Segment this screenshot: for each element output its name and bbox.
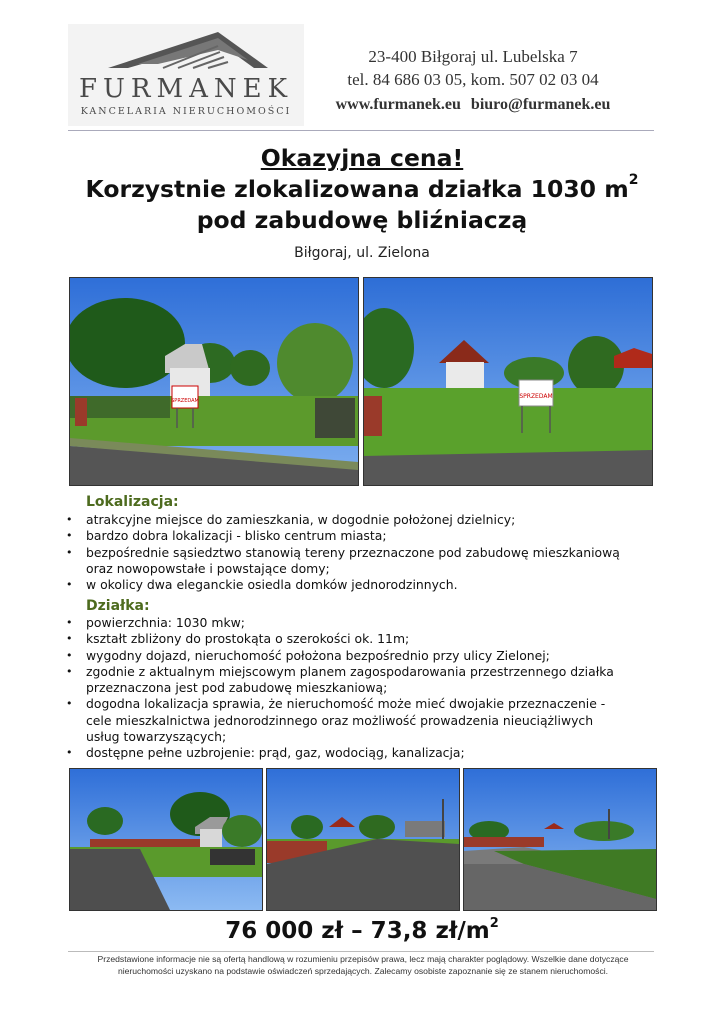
price-sup: 2 [489,916,499,931]
headline-plot [0,172,724,203]
section-heading-plot: Działka: [86,598,150,614]
footer-divider [68,951,654,952]
address: 23-400 Biłgoraj ul. Lubelska 7 [368,47,578,66]
company-logo [68,24,304,126]
headline-offer: Okazyjna cena! [260,144,464,172]
plot-photo-2 [363,277,653,486]
disclaimer-line-2: nieruchomości uzyskano na podstawie oświadczeń sprzedających. Zalecamy osobiste zapoznanie się ze stanem nieruchomości. [117,965,609,976]
list-item: • zgodnie z aktualnym miejscowym planem zagospodarowania przestrzennego działka przeznaczona jest pod zabudowę mieszkaniową; [66,663,614,696]
list-item: • bezpośrednie sąsiedztwo stanowią tereny przeznaczone pod zabudowę mieszkaniową oraz nowopowstałe i powstające domy; [66,544,620,576]
phone: tel. 84 686 03 05, kom. 507 02 03 04 [347,70,599,89]
location-list [66,512,626,593]
disclaimer [68,954,658,977]
email-link[interactable]: biuro@furmanek.eu [470,96,611,113]
street-photo-2 [266,768,460,911]
headline-purpose: pod zabudowę bliźniaczą [196,206,528,234]
disclaimer-line-1: Przedstawione informacje nie są ofertą handlową w rozumieniu przepisów prawa, lecz mają charakter poglądowy. Wszelkie dane dotyczące [97,954,629,964]
logo-subtitle: KANCELARIA NIERUCHOMOŚCI [80,106,292,117]
list-item: • kształt zbliżony do prostokąta o szerokości ok. 11m; [66,631,410,647]
list-item: • powierzchnia: 1030 mkw; [66,615,245,630]
contact-block [318,46,628,118]
list-item: • w okolicy dwa eleganckie osiedla domków jednorodzinnych. [66,577,458,593]
street-photo-1 [69,768,263,911]
price-value: 76 000 zł – 73,8 zł/m [225,918,490,944]
headline-plot-sup: 2 [628,172,639,188]
list-item: • dogodna lokalizacja sprawia, że nieruchomość może mieć dwojakie przeznaczenie - cele mieszkalnictwa jednorodzinnego oraz możliwość prowadzenia nieuciążliwych usług towarzyszących; [66,696,606,745]
section-heading-location: Lokalizacja: [86,494,179,510]
plot-photo-1 [69,277,359,486]
sale-sign-2: SPRZEDAM [519,393,553,400]
list-item: • wygodny dojazd, nieruchomość położona bezpośrednio przy ulicy Zielonej; [66,647,550,663]
header-divider [68,130,654,131]
plot-list [66,615,646,762]
sale-sign-1: SPRZEDAM [171,398,199,404]
logo-name: FURMANEK [78,74,294,104]
street-photo-3 [463,768,657,911]
price [0,918,724,944]
website-link[interactable]: www.furmanek.eu [335,96,461,113]
list-item: • bardzo dobra lokalizacji - blisko centrum miasta; [66,528,387,544]
location-subtitle: Biłgoraj, ul. Zielona [294,245,430,261]
list-item: • dostępne pełne uzbrojenie: prąd, gaz, wodociąg, kanalizacja; [66,745,465,761]
headline-plot-text: Korzystnie zlokalizowana działka 1030 m [85,175,629,203]
list-item: • atrakcyjne miejsce do zamieszkania, w dogodnie położonej dzielnicy; [66,512,516,527]
web-contact [318,92,628,118]
